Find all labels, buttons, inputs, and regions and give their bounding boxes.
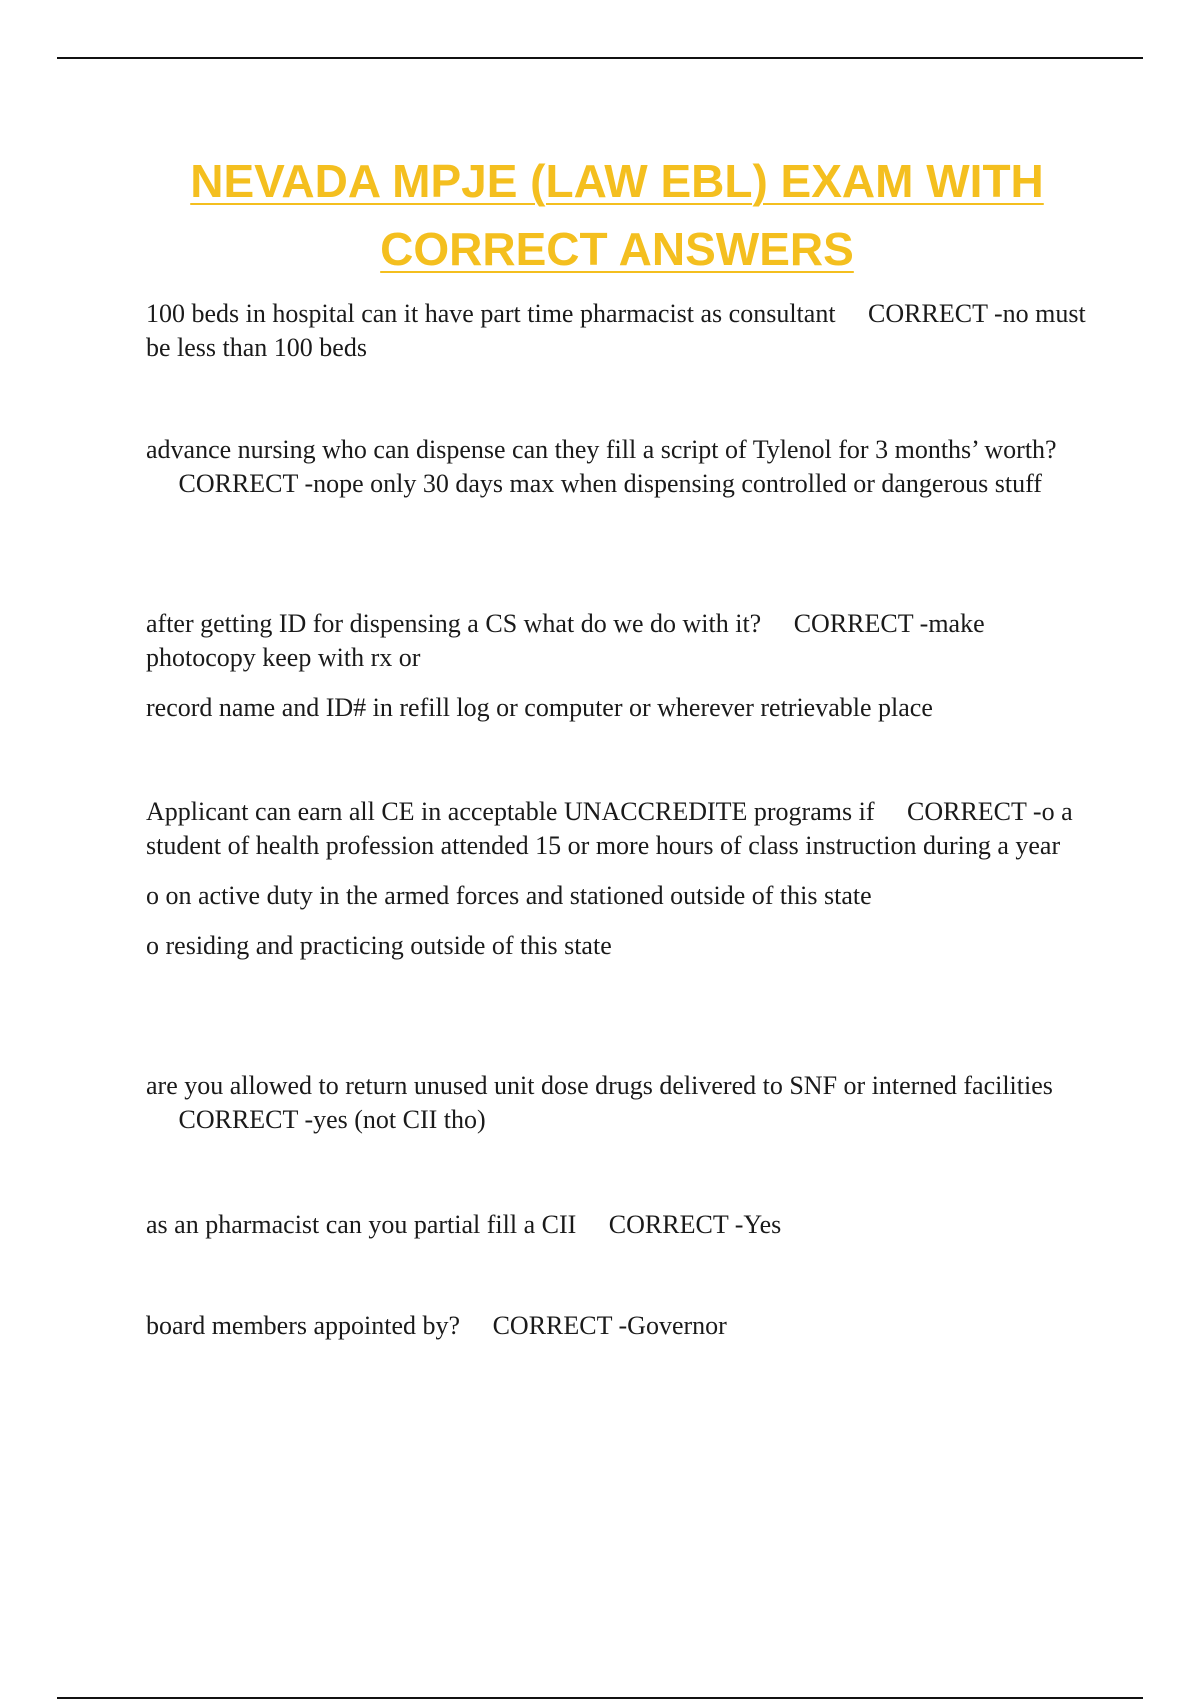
answer-text: CORRECT -nope only 30 days max when dispensing controlled or dangerous stuff — [178, 469, 1042, 498]
qa-text — [146, 433, 1092, 501]
qa-text — [146, 1309, 1092, 1343]
answer-text: CORRECT -o a student of health profession attended 15 or more hours of class instruction during a year — [146, 797, 1073, 860]
qa-item — [146, 1208, 1092, 1309]
qa-text — [146, 795, 1092, 863]
question-text: Applicant can earn all CE in acceptable UNACCREDITE programs if — [146, 797, 875, 826]
answer-text: CORRECT -no must be less than 100 beds — [146, 299, 1086, 362]
document-title — [0, 147, 1200, 283]
continuation-line: o residing and practicing outside of this state — [146, 931, 612, 960]
question-text: 100 beds in hospital can it have part time pharmacist as consultant — [146, 299, 836, 328]
question-text: board members appointed by? — [146, 1311, 461, 1340]
continuation-line: record name and ID# in refill log or computer or wherever retrievable place — [146, 693, 933, 722]
title-line-2: CORRECT ANSWERS — [380, 223, 854, 275]
question-text: as an pharmacist can you partial fill a CII — [146, 1210, 577, 1239]
qa-item — [146, 433, 1092, 607]
qa-text — [146, 297, 1092, 365]
answer-text: CORRECT -yes (not CII tho) — [178, 1105, 486, 1134]
qa-text — [146, 1069, 1092, 1137]
qa-text — [146, 1208, 1092, 1242]
qa-item — [146, 607, 1092, 795]
top-rule — [57, 57, 1143, 59]
qa-item — [146, 795, 1092, 1069]
qa-list — [146, 297, 1092, 1343]
qa-text — [146, 607, 1092, 675]
question-text: advance nursing who can dispense can they fill a script of Tylenol for 3 months’ worth? — [146, 435, 1057, 464]
title-line-1: NEVADA MPJE (LAW EBL) EXAM WITH — [190, 155, 1044, 207]
qa-item — [146, 297, 1092, 433]
qa-item — [146, 1309, 1092, 1343]
question-text: are you allowed to return unused unit dose drugs delivered to SNF or interned facilities — [146, 1071, 1053, 1100]
bottom-rule — [57, 1697, 1143, 1699]
continuation-line: o on active duty in the armed forces and stationed outside of this state — [146, 881, 872, 910]
answer-text: CORRECT -Governor — [492, 1311, 727, 1340]
qa-item — [146, 1069, 1092, 1208]
answer-text: CORRECT -make photocopy keep with rx or — [146, 609, 985, 672]
question-text: after getting ID for dispensing a CS what do we do with it? — [146, 609, 762, 638]
answer-text: CORRECT -Yes — [608, 1210, 782, 1239]
